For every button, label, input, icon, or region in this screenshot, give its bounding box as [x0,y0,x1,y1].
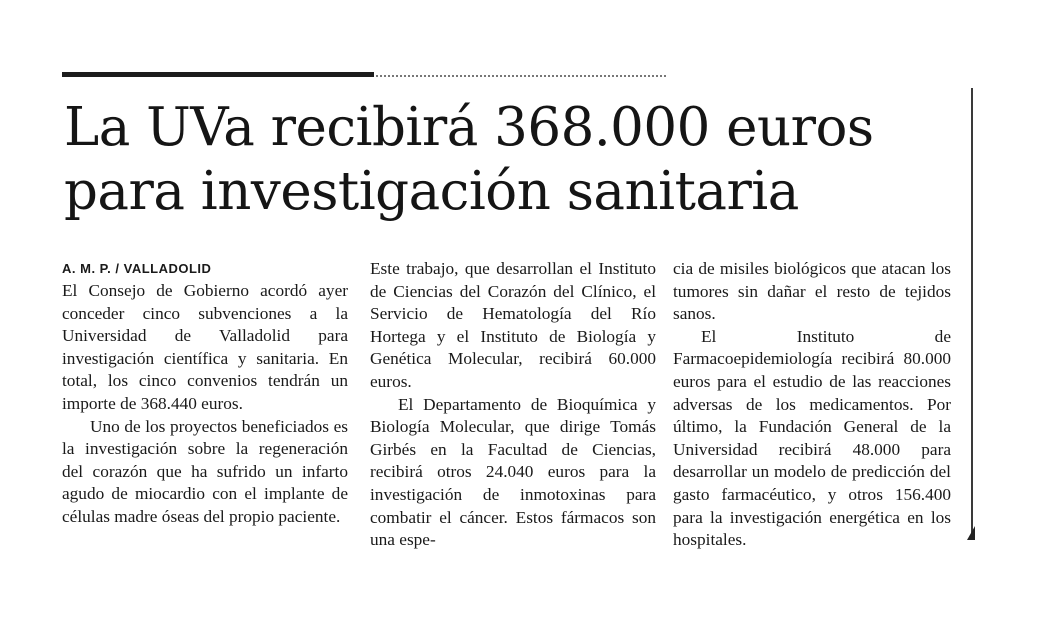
headline-line-1: La UVa recibirá 368.000 euros [64,97,874,158]
paragraph: El Consejo de Gobierno acordó ayer conceder cinco subvenciones a la Universidad de Valladolid para investigación científica y sanitaria. En total, los cinco convenios tendrán un importe de 368.440 euros. [62,281,348,413]
article-column-1 [62,258,348,529]
headline-line-2: para investigación sanitaria [64,161,799,222]
top-rule-thick [62,72,374,77]
paragraph: cia de misiles biológicos que atacan los tumores sin dañar el resto de tejidos sanos. [673,259,951,324]
byline: A. M. P. / VALLADOLID [62,261,212,276]
paragraph: Uno de los proyectos beneficiados es la investigación sobre la regeneración del corazón que ha sufrido un infarto agudo de miocardio con el implante de células madre óseas del propio paciente. [62,416,348,526]
top-rule-dotted [376,75,666,77]
paragraph: El Departamento de Bioquímica y Biología Molecular, que dirige Tomás Girbés en la Facultad de Ciencias, recibirá otros 24.040 euros para la investigación de inmotoxinas para combatir el cáncer. Estos fármacos son una espe- [370,394,656,550]
article-column-2 [370,258,656,552]
paragraph: El Instituto de Farmacoepidemiología recibirá 80.000 euros para el estudio de las reacciones adversas de los medicamentos. Por último, la Fundación General de la Universidad recibirá 48.000 para desarrollar un modelo de predicción del gasto farmacéutico, y otros 156.400 para la investigación energética en los hospitales. [673,326,951,550]
column-border-line [971,88,973,540]
article-column-3 [673,258,951,552]
headline [64,96,964,224]
paragraph: Este trabajo, que desarrollan el Instituto de Ciencias del Corazón del Clínico, el Servicio de Hematología del Río Hortega y el Instituto de Biología y Genética Molecular, recibirá 60.000 euros. [370,259,656,391]
